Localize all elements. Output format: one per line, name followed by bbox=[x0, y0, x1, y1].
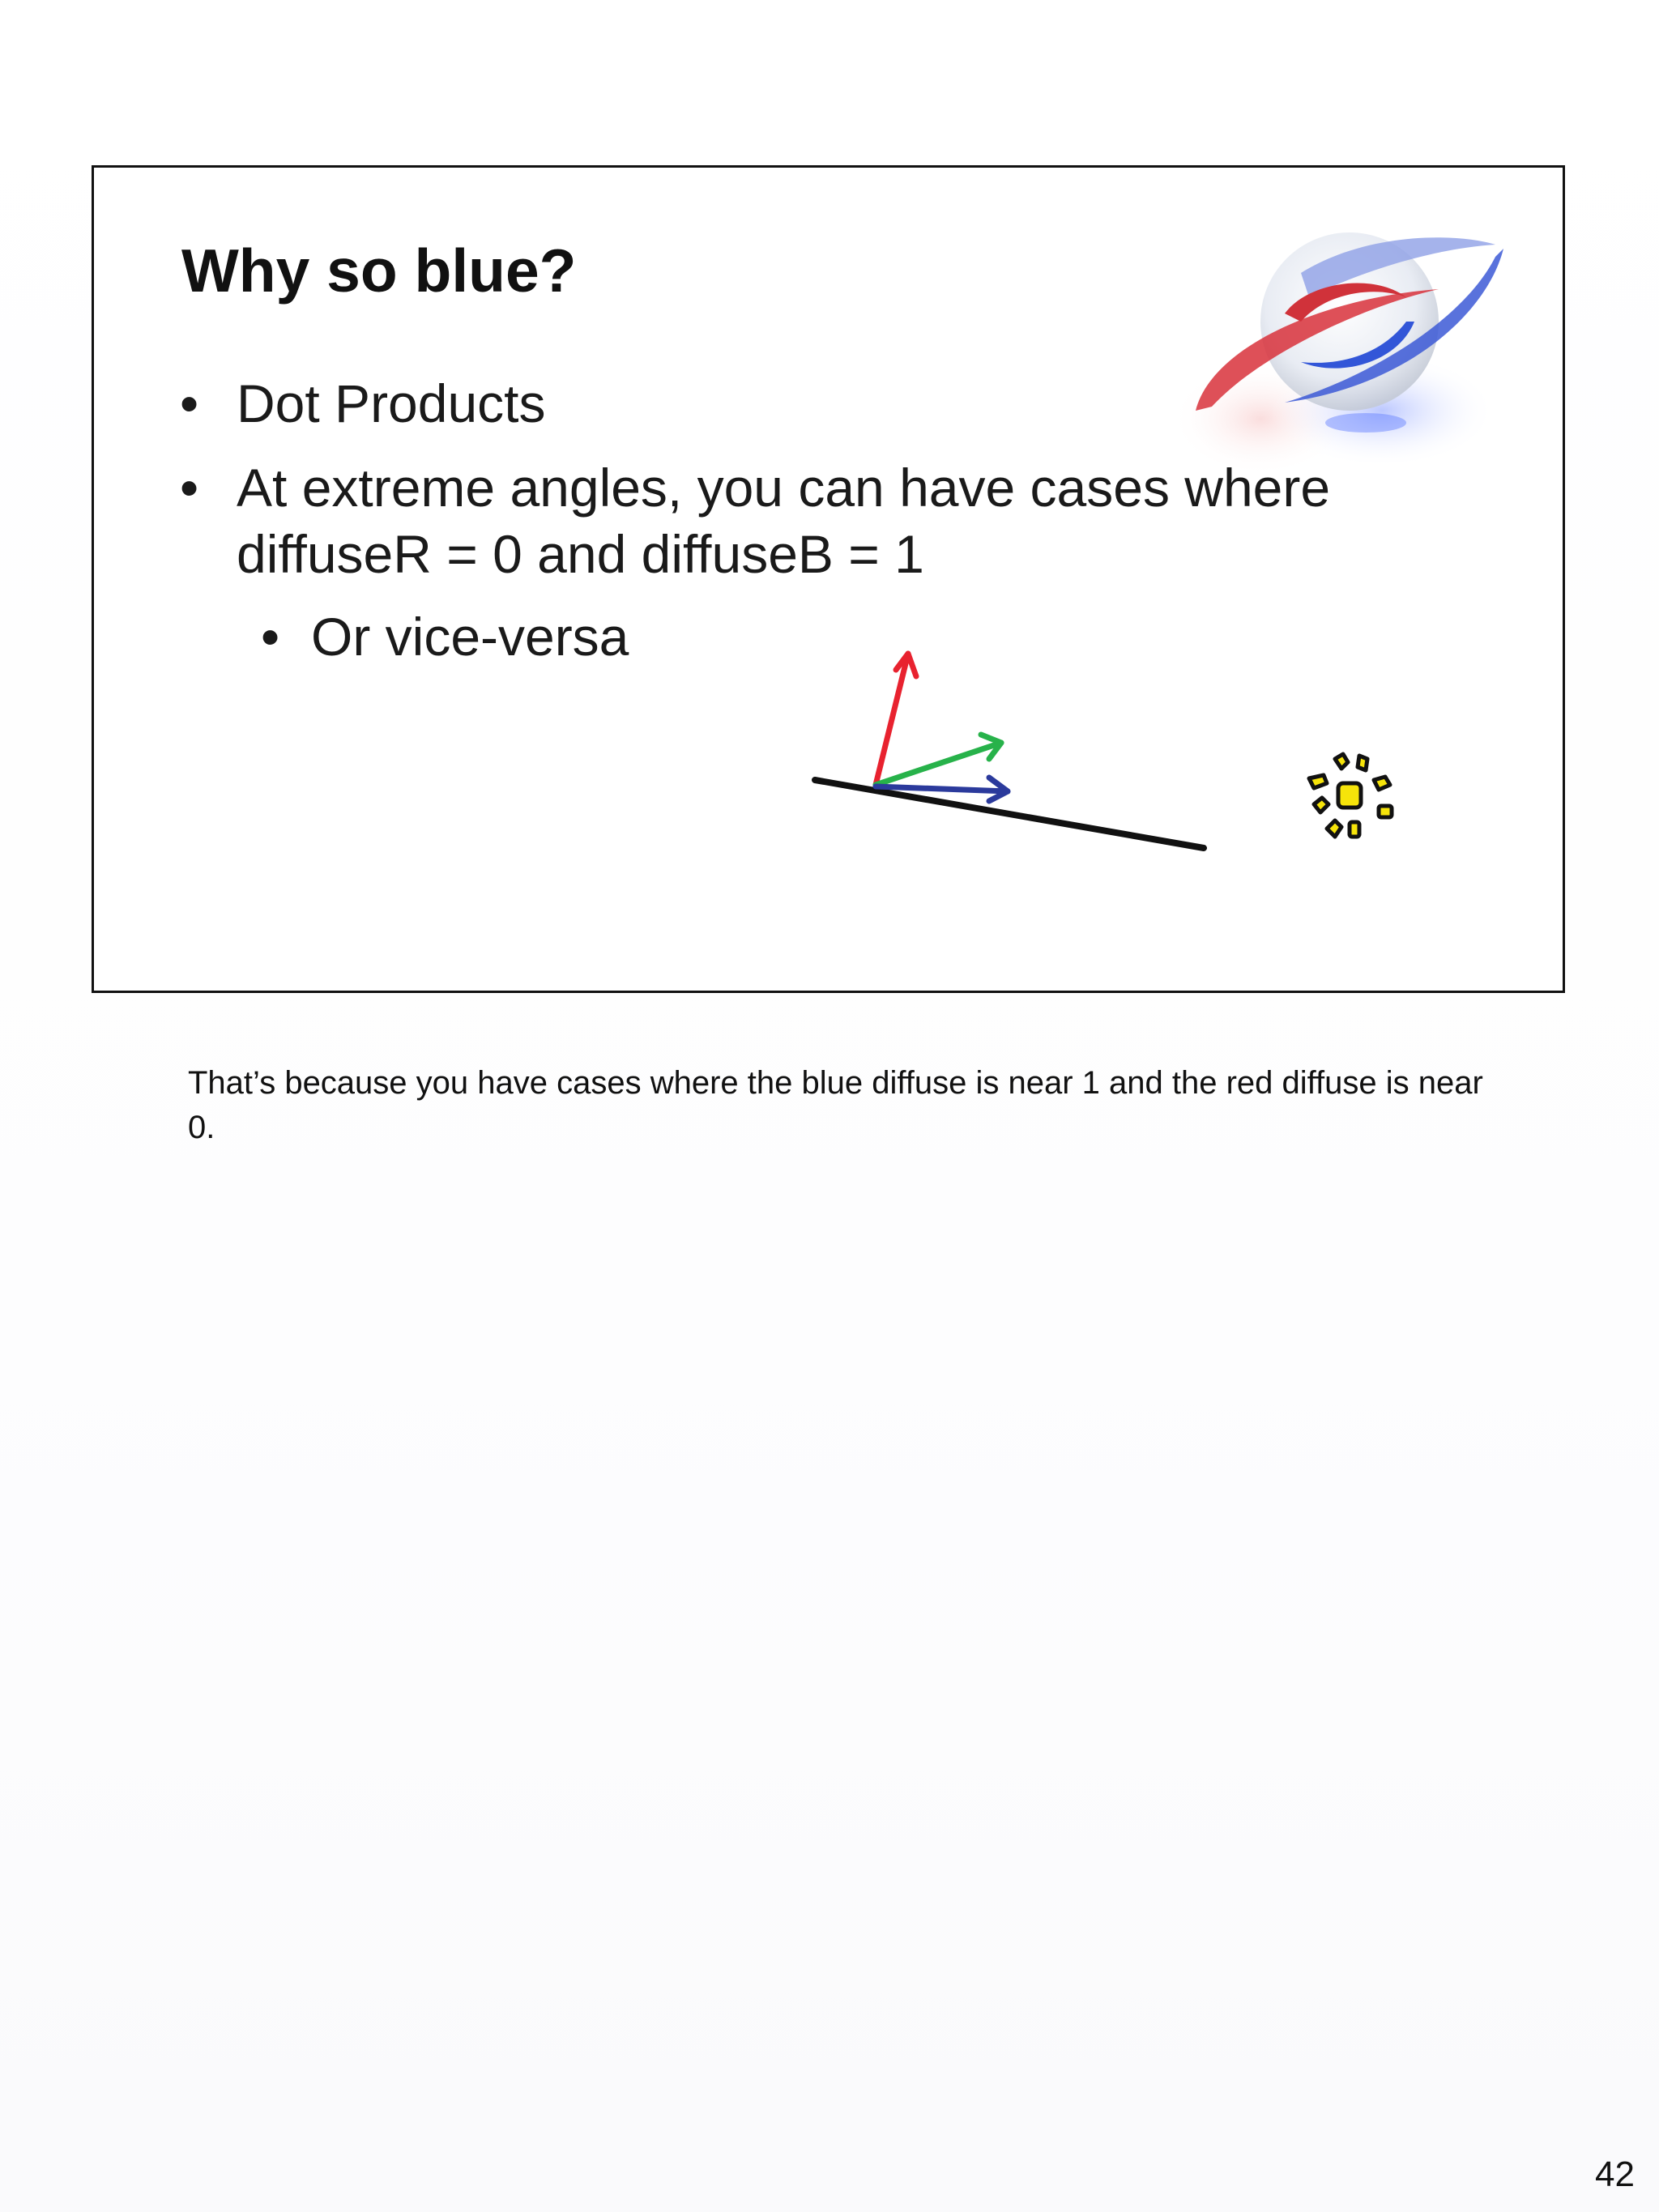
slide-frame bbox=[92, 165, 1565, 993]
bullet-extreme-angles bbox=[180, 454, 1500, 587]
bullet-dot-products bbox=[180, 370, 546, 437]
green-light-vector bbox=[876, 735, 1001, 785]
bullet-glyph: • bbox=[180, 373, 199, 433]
slide-title: Why so blue? bbox=[181, 237, 577, 305]
speaker-notes: That’s because you have cases where the blue diffuse is near 1 and the red diffuse is near 0. bbox=[188, 1065, 1483, 1145]
vector-diagram bbox=[710, 621, 1236, 864]
bullet-text: At extreme angles, you can have cases where diffuseR = 0 and diffuseB = 1 bbox=[237, 458, 1331, 584]
red-normal-vector bbox=[876, 654, 916, 785]
light-source-icon bbox=[1285, 735, 1414, 864]
page-number: 42 bbox=[1595, 2154, 1635, 2194]
bullet-glyph: • bbox=[261, 607, 280, 667]
bullet-text: Dot Products bbox=[237, 373, 546, 433]
sub-bullet-vice-versa bbox=[261, 603, 629, 670]
bullet-glyph: • bbox=[180, 458, 199, 518]
bullet-text: Or vice-versa bbox=[311, 607, 629, 667]
